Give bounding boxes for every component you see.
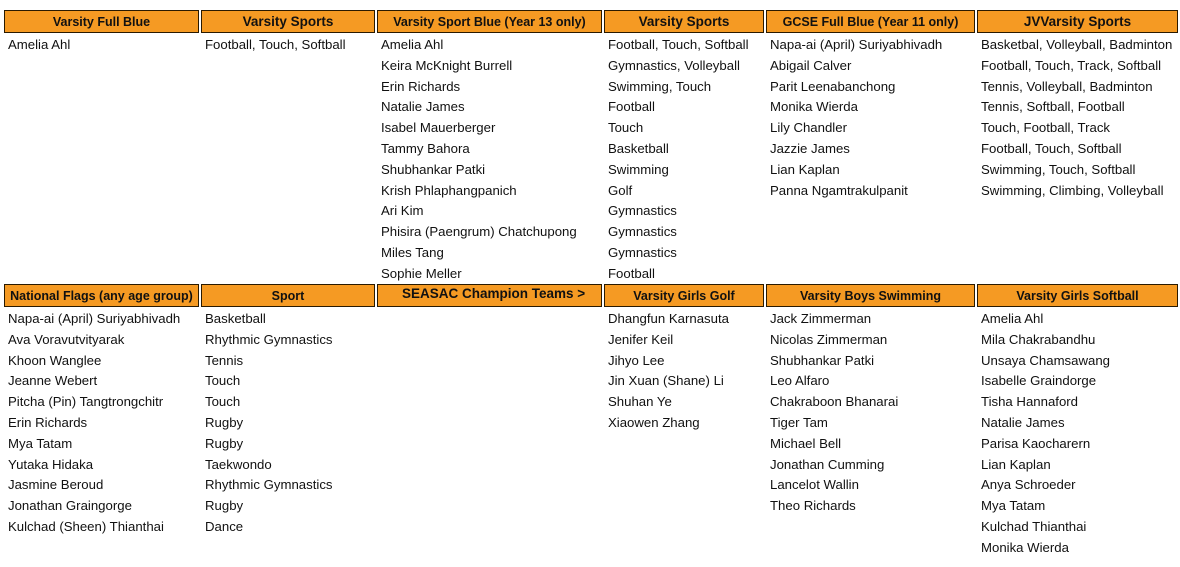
table-cell: Pitcha (Pin) Tangtrongchitr bbox=[8, 394, 164, 410]
table-cell: Napa-ai (April) Suriyabhivadh bbox=[770, 37, 943, 52]
column-top-5 bbox=[977, 33, 1180, 285]
column-top-1 bbox=[201, 33, 377, 285]
table-cell: Mya Tatam bbox=[981, 498, 1046, 514]
table-cell: Touch bbox=[608, 120, 644, 136]
table-cell: Jasmine Beroud bbox=[8, 477, 104, 493]
table-cell: Anya Schroeder bbox=[981, 477, 1076, 493]
table-cell: Kulchad Thianthai bbox=[981, 518, 1087, 534]
header-national-flags: National Flags (any age group) bbox=[4, 284, 199, 307]
table-cell: Gymnastics bbox=[608, 203, 677, 219]
table-cell: Theo Richards bbox=[770, 498, 856, 514]
table-cell: Monika Wierda bbox=[981, 539, 1069, 555]
table-cell: Touch, Football, Track bbox=[981, 120, 1111, 136]
column-bottom-1 bbox=[201, 307, 377, 559]
table-cell: Amelia Ahl bbox=[981, 311, 1044, 326]
table-cell: Tammy Bahora bbox=[381, 140, 470, 156]
table-cell: Panna Ngamtrakulpanit bbox=[770, 182, 908, 198]
table-cell: Swimming bbox=[608, 161, 669, 177]
table-cell: Lian Kaplan bbox=[981, 456, 1051, 472]
table-cell: Rhythmic Gymnastics bbox=[205, 331, 333, 347]
table-cell: Kulchad (Sheen) Thianthai bbox=[8, 518, 164, 534]
header-varsity-full-blue: Varsity Full Blue bbox=[4, 10, 199, 33]
table-cell: Jack Zimmerman bbox=[770, 311, 872, 326]
table-cell: Touch bbox=[205, 394, 241, 410]
header-gcse-full-blue: GCSE Full Blue (Year 11 only) bbox=[766, 10, 975, 33]
table-cell: Leo Alfaro bbox=[770, 373, 830, 389]
awards-table-bottom bbox=[4, 284, 1180, 559]
table-cell: Lily Chandler bbox=[770, 120, 847, 136]
table-cell: Taekwondo bbox=[205, 456, 272, 472]
table-cell: Amelia Ahl bbox=[8, 37, 71, 52]
table-cell: Dhangfun Karnasuta bbox=[608, 311, 729, 326]
table-cell: Jenifer Keil bbox=[608, 331, 674, 347]
table-cell: Lancelot Wallin bbox=[770, 477, 859, 493]
table-cell: Dance bbox=[205, 518, 244, 534]
table-cell: Football, Touch, Track, Softball bbox=[981, 57, 1162, 73]
column-bottom-2 bbox=[377, 307, 604, 559]
table-cell: Basketball bbox=[205, 311, 266, 326]
table-cell: Swimming, Touch, Softball bbox=[981, 161, 1136, 177]
table-cell: Miles Tang bbox=[381, 244, 444, 260]
table-cell: Isabelle Graindorge bbox=[981, 373, 1097, 389]
table-cell: Tennis bbox=[205, 352, 244, 368]
header-varsity-girls-golf: Varsity Girls Golf bbox=[604, 284, 764, 307]
table-cell: Rugby bbox=[205, 414, 244, 430]
table-cell: Tennis, Volleyball, Badminton bbox=[981, 78, 1153, 94]
table-cell: Sophie Meller bbox=[381, 265, 462, 281]
table-cell: Touch bbox=[205, 373, 241, 389]
table-cell: Rhythmic Gymnastics bbox=[205, 477, 333, 493]
table-cell: Ari Kim bbox=[381, 203, 424, 219]
table-cell: Chakraboon Bhanarai bbox=[770, 394, 899, 410]
table-cell: Jin Xuan (Shane) Li bbox=[608, 373, 724, 389]
table-cell: Napa-ai (April) Suriyabhivadh bbox=[8, 311, 181, 326]
table-cell: Abigail Calver bbox=[770, 57, 852, 73]
column-top-2 bbox=[377, 33, 604, 285]
table-cell: Swimming, Touch bbox=[608, 78, 712, 94]
header-varsity-sport-blue: Varsity Sport Blue (Year 13 only) bbox=[377, 10, 602, 33]
column-bottom-3 bbox=[604, 307, 766, 559]
table-cell: Shuhan Ye bbox=[608, 394, 672, 410]
column-top-4 bbox=[766, 33, 977, 285]
table-cell: Krish Phlaphangpanich bbox=[381, 182, 517, 198]
table-cell: Gymnastics bbox=[608, 224, 677, 240]
table-cell: Jeanne Webert bbox=[8, 373, 98, 389]
table-cell: Tiger Tam bbox=[770, 414, 828, 430]
table-cell: Rugby bbox=[205, 435, 244, 451]
table-cell: Yutaka Hidaka bbox=[8, 456, 94, 472]
table-cell: Phisira (Paengrum) Chatchupong bbox=[381, 224, 577, 240]
table-cell: Golf bbox=[608, 182, 633, 198]
table-cell: Unsaya Chamsawang bbox=[981, 352, 1111, 368]
table-cell: Ava Voravutvityarak bbox=[8, 331, 125, 347]
table-cell: Jazzie James bbox=[770, 140, 850, 156]
table-cell: Lian Kaplan bbox=[770, 161, 840, 177]
table-cell: Isabel Mauerberger bbox=[381, 120, 496, 136]
table-cell: Gymnastics, Volleyball bbox=[608, 57, 740, 73]
table-cell: Jonathan Cumming bbox=[770, 456, 885, 472]
table-cell: Football, Touch, Softball bbox=[205, 37, 346, 52]
header-varsity-sports: Varsity Sports bbox=[201, 10, 375, 33]
table-cell: Natalie James bbox=[381, 99, 465, 115]
table-cell: Parisa Kaocharern bbox=[981, 435, 1091, 451]
table-cell: Michael Bell bbox=[770, 435, 842, 451]
table-cell: Jonathan Graingorge bbox=[8, 498, 132, 514]
column-bottom-0 bbox=[4, 307, 201, 559]
column-top-3 bbox=[604, 33, 766, 285]
table-cell: Natalie James bbox=[981, 414, 1065, 430]
table-cell: Football, Touch, Softball bbox=[608, 37, 749, 52]
table-cell: Shubhankar Patki bbox=[381, 161, 486, 177]
table-cell: Keira McKnight Burrell bbox=[381, 57, 513, 73]
table-cell: Mya Tatam bbox=[8, 435, 73, 451]
header-varsity-boys-swimming: Varsity Boys Swimming bbox=[766, 284, 975, 307]
table-cell: Amelia Ahl bbox=[381, 37, 444, 52]
table-cell: Parit Leenabanchong bbox=[770, 78, 896, 94]
table-cell: Basketball bbox=[608, 140, 669, 156]
table-cell: Jihyo Lee bbox=[608, 352, 665, 368]
table-cell: Basketbal, Volleyball, Badminton bbox=[981, 37, 1173, 52]
table-cell: Nicolas Zimmerman bbox=[770, 331, 888, 347]
header-jv-varsity-sports: JVVarsity Sports bbox=[977, 10, 1178, 33]
table-cell: Khoon Wanglee bbox=[8, 352, 102, 368]
table-cell: Erin Richards bbox=[381, 78, 461, 94]
table-cell: Mila Chakrabandhu bbox=[981, 331, 1096, 347]
table-cell: Monika Wierda bbox=[770, 99, 858, 115]
header-varsity-girls-softball: Varsity Girls Softball bbox=[977, 284, 1178, 307]
table-cell: Swimming, Climbing, Volleyball bbox=[981, 182, 1164, 198]
table-cell: Tisha Hannaford bbox=[981, 394, 1079, 410]
table-cell: Shubhankar Patki bbox=[770, 352, 875, 368]
table-cell: Football, Touch, Softball bbox=[981, 140, 1122, 156]
column-bottom-5 bbox=[977, 307, 1180, 559]
table-cell: Tennis, Softball, Football bbox=[981, 99, 1125, 115]
table-cell: Gymnastics bbox=[608, 244, 677, 260]
table-cell: Xiaowen Zhang bbox=[608, 414, 700, 430]
table-cell: Football bbox=[608, 99, 655, 115]
table-cell: Football bbox=[608, 265, 655, 281]
awards-table-top bbox=[4, 10, 1180, 285]
header-varsity-sports-2: Varsity Sports bbox=[604, 10, 764, 33]
column-bottom-4 bbox=[766, 307, 977, 559]
table-cell: Rugby bbox=[205, 498, 244, 514]
header-seasac-champion-teams: SEASAC Champion Teams > bbox=[377, 284, 602, 307]
header-sport: Sport bbox=[201, 284, 375, 307]
column-top-0 bbox=[4, 33, 201, 285]
table-cell: Erin Richards bbox=[8, 414, 88, 430]
